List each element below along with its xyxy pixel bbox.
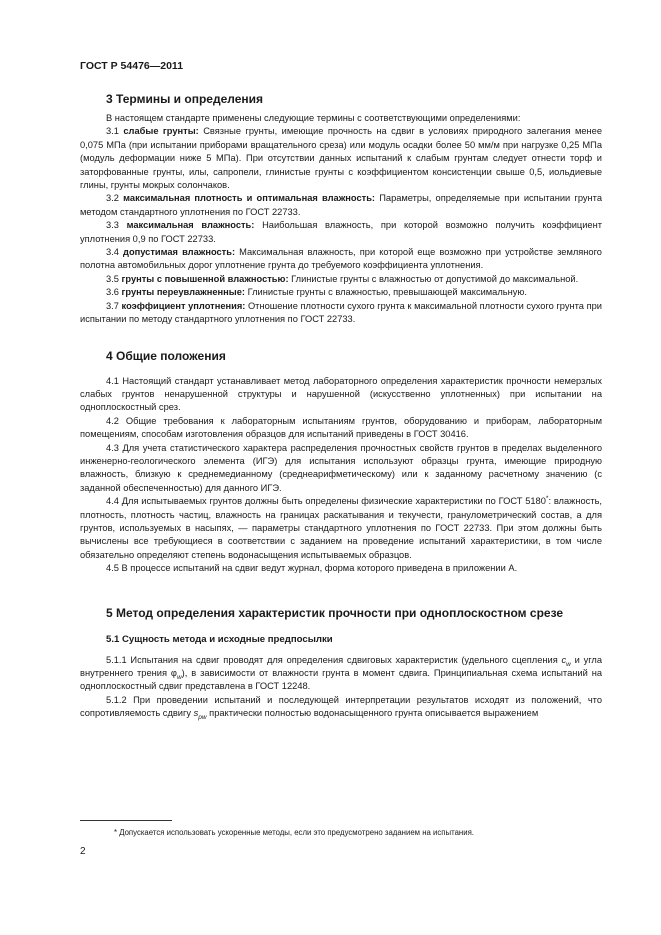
para-4-4: 4.4 Для испытываемых грунтов должны быть определены физические характеристики по ГОСТ 5180*: влажность, плотность, плотность частиц, влажность на границах раскатывания и текучести, гранулометрический состав, а для грунтов, используемых в насыпях, — параметры стандартного уплотнения по ГОСТ 22733. При этом должны быть вычислены все требующиеся в соответствии с заданием на проведение испытаний характеристики, в том числе обязательно определяют степень водонасыщения испытываемых образцов. xyxy=(80,495,603,560)
footnote-divider xyxy=(80,820,172,821)
para-4-2: 4.2 Общие требования к лабораторным испытаниям грунтов, оборудованию и приборам, лабораторным помещениям, способам изготовления образцов для испытаний приведены в ГОСТ 30416. xyxy=(80,415,602,440)
page-number: 2 xyxy=(80,846,86,857)
term-3-7: 3.7 коэффициент уплотнения: Отношение плотности сухого грунта к максимальной плотности сухого грунта при испытании по методу стандартного уплотнения по ГОСТ 22733. xyxy=(80,300,602,325)
term-3-6: 3.6 грунты переувлажненные: Глинистые грунты с влажностью, превышающей максимальную. xyxy=(106,287,527,298)
footnote: * Допускается использовать ускоренные методы, если это предусмотрено заданием на испытания. xyxy=(114,828,474,837)
term-3-1: 3.1 слабые грунты: Связные грунты, имеющие прочность на сдвиг в условиях природного залегания менее 0,075 МПа (при испытании приборами вращательного среза) или модуль осадки более 50 мм/м при нагрузке 0,25 МПа (модуль деформации ниже 5 МПа). При отсутствии данных испытаний к слабым грунтам следует отнести торф и заторфованные грунты, илы, сапропели, глинистые грунты с коэффициентом консистенции свыше 0,5, иольдиевые глины, грунты мокрых солончаков. xyxy=(80,126,602,191)
para-4-3: 4.3 Для учета статистического характера распределения прочностных свойств грунтов в пределах выделенного инженерно-геологического элемента (ИГЭ) для испытания используют образцы грунта, имеющие природную влажность, близкую к среднемедианному (среднеарифметическому) или к заданному расчетному значению (с заданной обеспеченностью) для данного ИГЭ. xyxy=(80,442,602,493)
term-3-4: 3.4 допустимая влажность: Максимальная влажность, при которой еще возможно при устройстве земляного полотна автомобильных дорог уплотнение грунта до требуемого коэффициента уплотнения. xyxy=(80,247,602,271)
para-4-5: 4.5 В процессе испытаний на сдвиг ведут журнал, форма которого приведена в приложении А. xyxy=(106,563,518,574)
section-3-title: 3 Термины и определения xyxy=(106,92,264,106)
para-5-1-1: 5.1.1 Испытания на сдвиг проводят для определения сдвиговых характеристик (удельного сцепления $c_w$ и угла внутреннего трения $\varphi_w$), в зависимости от влажности грунта в момент сдвига. Принципиальная схема испытаний на одноплоскостный сдвиг представлена в ГОСТ 12248. xyxy=(80,654,602,692)
term-3-2: 3.2 максимальная плотность и оптимальная влажность: Параметры, определяемые при испытании грунта методом стандартного уплотнения по ГОСТ 22733. xyxy=(80,193,602,217)
section-5-title: 5 Метод определения характеристик прочности при одноплоскостном срезе xyxy=(106,605,564,620)
subsection-5-1-title: 5.1 Сущность метода и исходные предпосылки xyxy=(106,633,333,645)
para-4-1: 4.1 Настоящий стандарт устанавливает метод лабораторного определения характеристик прочности немерзлых слабых грунтов ненарушенной структуры и нарушенной (искусственно уплотненных) при испытании на одноплоскостный срез. xyxy=(80,375,602,413)
term-3-3: 3.3 максимальная влажность: Наибольшая влажность, при которой возможно получить коэффициент уплотнения 0,9 по ГОСТ 22733. xyxy=(80,220,602,244)
standard-header: ГОСТ Р 54476—2011 xyxy=(80,60,184,72)
section-4-title: 4 Общие положения xyxy=(106,348,226,363)
page-body xyxy=(80,86,602,721)
term-3-5: 3.5 грунты с повышенной влажностью: Глинистые грунты с влажностью от допустимой до максимальной. xyxy=(106,273,579,284)
para-5-1-2: 5.1.2 При проведении испытаний и последующей интерпретации результатов исходят из положений, что сопротивляемость сдвигу $s_{pw}$ практически полностью водонасыщенного грунта описывается выражением xyxy=(80,694,602,722)
section-3-intro: В настоящем стандарте применены следующие термины с соответствующими определениями: xyxy=(106,113,521,123)
footnote-ref: * xyxy=(545,495,549,503)
